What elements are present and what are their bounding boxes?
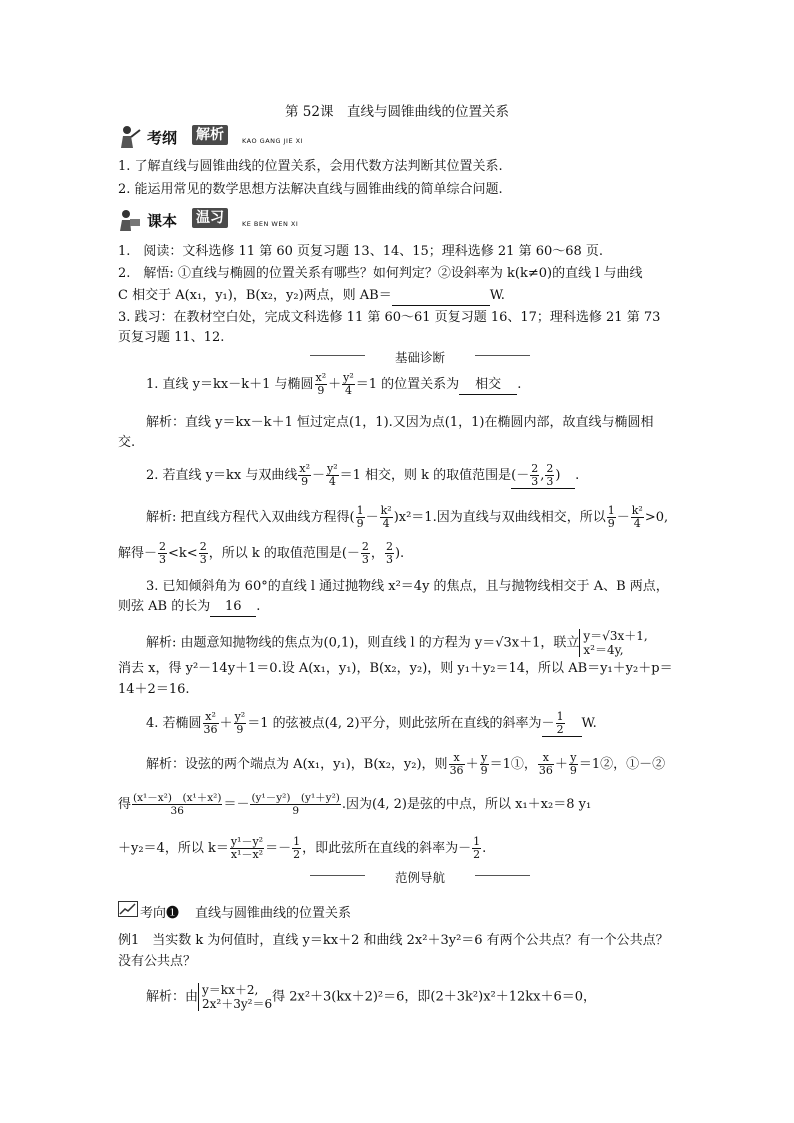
problem-4: 4. 若椭圆 $\frac{\text{x²}}{36}$ ＋ $\frac{\text{y²}}{9}$ ＝1 的弦被点(4, 2)平分，则此弦所在直线的斜率为－ $\frac{1}{2}$ W. [146, 710, 597, 736]
review-3: 3. 践习：在教材空白处，完成文科选修 11 第 60～61 页复习题 16、17；理科选修 21 第 73 [118, 310, 661, 325]
problem-1: 1. 直线 y＝kx－k＋1 与椭圆 $\frac{\text{x²}}{9}$ ＋ $\frac{\text{y²}}{4}$ ＝1 的位置关系为 相交 . [146, 371, 522, 397]
divider-examples [300, 866, 540, 886]
section-box: 解析 [192, 125, 228, 145]
objective-2: 2. 能运用常见的数学思想方法解决直线与圆锥曲线的简单综合问题. [118, 182, 503, 197]
solution-1-cont: 交. [118, 435, 136, 450]
example-1-solution: 解析：由 y＝kx＋2, 2x²＋3y²＝6 得 2x²＋3(kx＋2)²＝6，即(2＋3k²)x²＋12kx＋6＝0， [146, 983, 597, 1011]
solution-4-end: ＋y₂＝4，所以 k＝ $\frac{\text{y¹－y²}}{\text{x¹－x²}}$ ＝－ $\frac{1}{2}$ ，即此弦所在直线的斜率为－ $\frac{1}{2}$ . [118, 835, 487, 861]
solution-1: 解析：直线 y＝kx－k＋1 恒过定点(1，1).又因为点(1，1)在椭圆内部，故直线与椭圆相 [146, 415, 654, 430]
objective-1: 1. 了解直线与圆锥曲线的位置关系，会用代数方法判断其位置关系. [118, 159, 503, 174]
divider-label: 基础诊断 [394, 350, 445, 365]
review-1: 1. 阅读：文科选修 11 第 60 页复习题 13、14、15；理科选修 21 第 60～68 页. [118, 244, 604, 259]
section-title: 课本 [147, 212, 178, 230]
divider-label: 范例导航 [394, 870, 445, 885]
solution-2-cont: 解得－ $\frac{2}{3}$ <k< $\frac{2}{3}$ ，所以 k 的取值范围是(－ $\frac{2}{3}$ ， $\frac{2}{3}$ ). [118, 540, 405, 566]
reading-student-icon [118, 207, 144, 233]
section-title: 考纲 [147, 129, 178, 147]
solution-2: 解析: 把直线方程代入双曲线方程得( $\frac{1}{9}$ － $\frac{\text{k²}}{4}$ )x²＝1.因为直线与双曲线相交，所以 $\frac{1}{9}$ － $\frac{\text{k²}}{4}$ >0, [146, 504, 669, 530]
kaoxiang-heading [118, 900, 398, 922]
section-header-kaogang [118, 124, 338, 150]
problem-3: 3. 已知倾斜角为 60°的直线 l 通过抛物线 x²＝4y 的焦点，且与抛物线相交于 A、B 两点， [146, 579, 669, 594]
example-1: 例1 当实数 k 为何值时，直线 y＝kx＋2 和曲线 2x²＋3y²＝6 有两个公共点？有一个公共点？ [118, 933, 669, 948]
solution-3-end: 14＋2＝16. [118, 682, 190, 697]
solution-4-cont: 得 $\frac{\text{(x¹－x²) (x¹＋x²)}}{36}$ ＝－ $\frac{\text{(y¹－y²) (y¹＋y²)}}{9}$ .因为(4, 2)是弦的中点，所以 x₁＋x₂＝8 y₁ [118, 792, 592, 817]
review-2-cont: C 相交于 A(x₁，y₁)，B(x₂，y₂)两点，则 AB＝ W. [118, 287, 505, 306]
kaoxiang-label: 考向❶ [140, 906, 180, 921]
answer: － $\frac{1}{2}$ [542, 711, 582, 737]
answer: 16 [210, 598, 256, 617]
example-1-cont: 没有公共点？ [118, 954, 197, 969]
problem-2: 2. 若直线 y＝kx 与双曲线 $\frac{\text{x²}}{9}$ － $\frac{\text{y²}}{4}$ ＝1 相交，则 k 的取值范围是(－ $\frac{2}{3}$ , $\frac{2}{3}$ ) . [146, 462, 580, 488]
trend-icon [118, 901, 138, 917]
review-3-cont: 页复习题 11、12. [118, 330, 225, 345]
divider-basic [300, 346, 540, 366]
answer: 相交 [459, 376, 517, 395]
section-pinyin: KAO GANG JIE XI [242, 137, 303, 145]
review-2: 2. 解悟: ①直线与椭圆的位置关系有哪些？如何判定？②设斜率为 k(k≠0)的直线 l 与曲线 [118, 266, 643, 281]
section-pinyin: KE BEN WEN XI [242, 220, 299, 228]
kaoxiang-title: 直线与圆锥曲线的位置关系 [195, 906, 352, 921]
page-title: 第 52课 直线与圆锥曲线的位置关系 [285, 104, 509, 120]
section-header-keben [118, 207, 338, 233]
solution-4: 解析：设弦的两个端点为 A(x₁，y₁)，B(x₂，y₂)，则 $\frac{x}{36}$ ＋ $\frac{y}{9}$ ＝1①， $\frac{x}{36}$ ＋ $\frac{y}{9}$ ＝1②，①－② [146, 751, 666, 777]
section-box: 温习 [192, 208, 228, 228]
solution-3: 解析: 由题意知抛物线的焦点为(0,1)，则直线 l 的方程为 y＝√3x＋1，联立 y＝√3x＋1, x²＝4y, [146, 629, 648, 657]
answer: (－ $\frac{2}{3}$ , $\frac{2}{3}$ ) [511, 463, 575, 489]
solution-3-cont: 消去 x，得 y²－14y＋1＝0.设 A(x₁，y₁)，B(x₂，y₂)，则 y₁＋y₂＝14，所以 AB＝y₁＋y₂＋p＝ [118, 661, 673, 676]
problem-3-cont: 则弦 AB 的长为 16 . [118, 598, 260, 617]
student-icon [118, 124, 144, 150]
